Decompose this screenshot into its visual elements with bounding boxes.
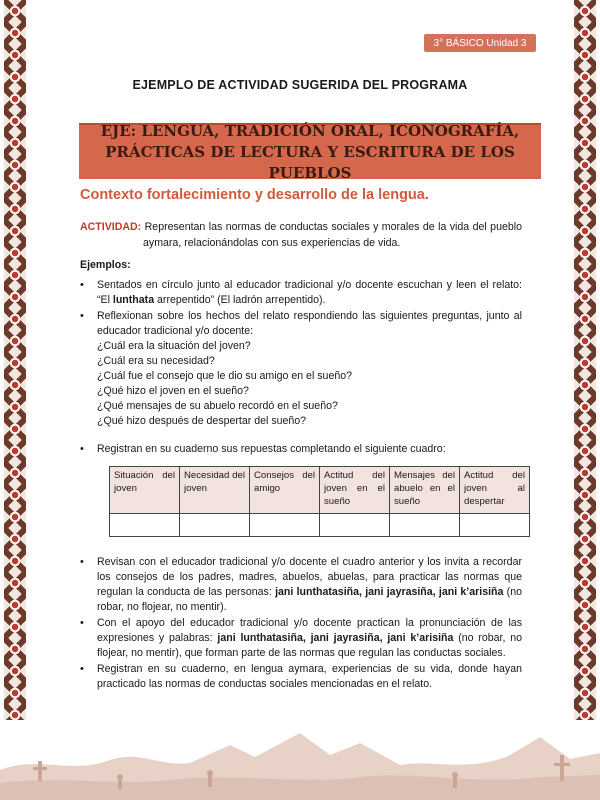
activity-block: [80, 219, 522, 251]
bullet-bold-term: jani lunthatasiña, jani jayrasiña, jani k’arisiña: [275, 586, 504, 598]
question-line: ¿Qué mensajes de su abuelo recordó en el sueño?: [97, 400, 338, 412]
table-header-cell: Mensajes del abuelo en el sueño: [390, 467, 460, 514]
activity-text-2: aymara, relacionándolas con sus experiencias de vida.: [143, 237, 401, 249]
banner-line-1: EJE: LENGUA, TRADICIÓN ORAL, ICONOGRAFÍA,: [100, 121, 520, 140]
examples-label: Ejemplos:: [80, 259, 131, 271]
bullet-text: Registran en su cuaderno sus repuestas completando el siguiente cuadro:: [97, 443, 446, 455]
bullet-text: Reflexionan sobre los hechos del relato respondiendo las siguientes preguntas, junto al educador tradicional y/o docente:: [97, 310, 522, 337]
question-line: ¿Qué hizo el joven en el sueño?: [97, 385, 249, 397]
bullet-bold-term: lunthata: [112, 294, 155, 306]
list-item: [97, 278, 522, 308]
list-item: [97, 662, 522, 692]
table-cell: [320, 514, 390, 537]
bullet-bold-term: jani lunthatasiña, jani jayrasiña, jani k’arisiña: [217, 632, 454, 644]
question-line: ¿Cuál era la situación del joven?: [97, 340, 251, 352]
table-cell: [460, 514, 530, 537]
table-header-cell: Situación del joven: [110, 467, 180, 514]
bullet-list-3: [97, 555, 522, 693]
question-line: ¿Cuál fue el consejo que le dio su amigo en el sueño?: [97, 370, 353, 382]
activity-line-1: [80, 219, 522, 235]
table-cell: [180, 514, 250, 537]
table-header-cell: Consejos del amigo: [250, 467, 320, 514]
question-line: ¿Qué hizo después de despertar del sueño?: [97, 415, 307, 427]
table-header-row: [110, 467, 530, 514]
table-row: [110, 514, 530, 537]
table-cell: [390, 514, 460, 537]
page-title: EJEMPLO DE ACTIVIDAD SUGERIDA DEL PROGRAMA: [132, 78, 468, 92]
unit-tab: 3° BÁSICO Unidad 3: [424, 34, 536, 52]
bullet-text: Registran en su cuaderno, en lengua aymara, experiencias de su vida, donde hayan practicado las normas de conductas sociales mencionadas en el relato.: [97, 663, 522, 690]
bullet-text: (no robar, no flojear, no mentir), que forman parte de las normas que regulan las conductas sociales.: [97, 632, 522, 659]
bullet-text: Con el apoyo del educador tradicional y/o docente practican la pronunciación de las expresiones y palabras:: [97, 617, 522, 644]
response-table: [109, 466, 530, 537]
axis-banner: [79, 121, 541, 182]
banner-line-2: PRÁCTICAS DE LECTURA Y ESCRITURA DE LOS PUEBLOS: [105, 142, 515, 182]
bullet-list-2: [97, 442, 522, 458]
bullet-list-1: [97, 278, 522, 430]
table-header-cell: Actitud del joven al despertar: [460, 467, 530, 514]
bullet-text: Revisan con el educador tradicional y/o docente el cuadro anterior y los invita a recordar los consejos de los padres, madres, abuelos, abuelas, para practicar las normas que regulan la conducta de las personas:: [97, 556, 522, 598]
bullet-text: Sentados en círculo junto al educador tradicional y/o docente escuchan y leen el relato: “El: [97, 279, 522, 306]
table-cell: [110, 514, 180, 537]
list-item: [97, 309, 522, 429]
bullet-text: (no robar, no flojear, no mentir).: [97, 586, 522, 613]
table-header-cell: Actitud del joven en el sueño: [320, 467, 390, 514]
question-line: ¿Cuál era su necesidad?: [97, 355, 215, 367]
activity-text-1: Representan las normas de conductas sociales y morales de la vida del pueblo: [144, 221, 522, 233]
list-item: [97, 616, 522, 661]
table-header-cell: Necesidad del joven: [180, 467, 250, 514]
decorative-border-right: [574, 0, 596, 720]
activity-label: ACTIVIDAD:: [80, 221, 142, 233]
decorative-border-left: [4, 0, 26, 720]
table-cell: [250, 514, 320, 537]
bullet-text: arrepentido” (El ladrón arrepentido).: [154, 294, 326, 306]
list-item: [97, 555, 522, 615]
list-item: [97, 442, 522, 457]
section-title: Contexto fortalecimiento y desarrollo de la lengua.: [80, 187, 429, 203]
decorative-landscape: [0, 715, 600, 800]
